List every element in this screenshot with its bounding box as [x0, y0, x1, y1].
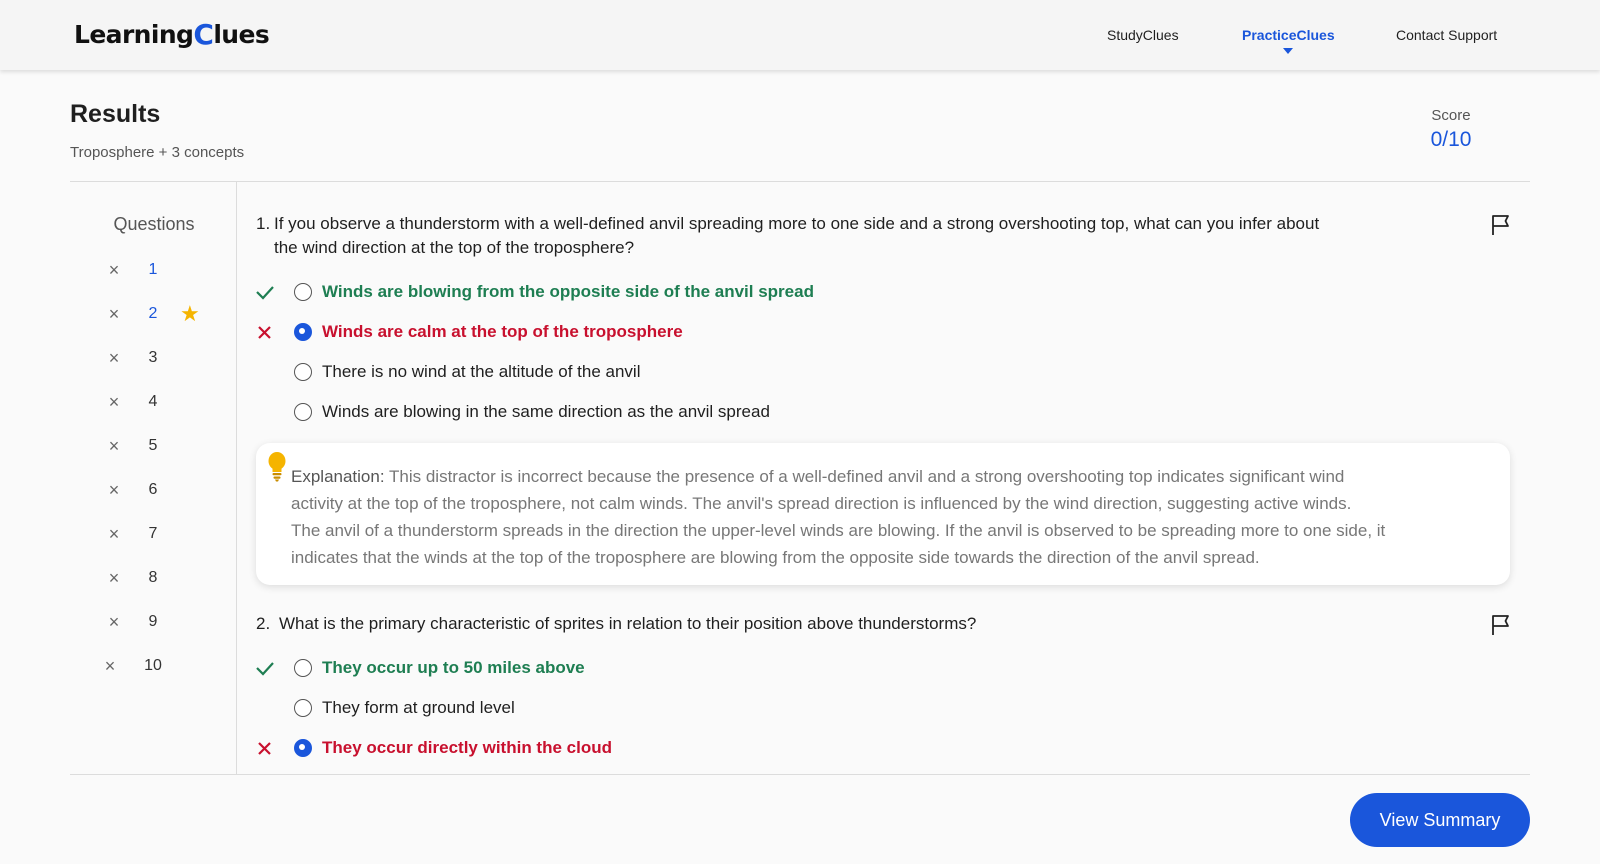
sidebar-question-7[interactable] — [100, 522, 210, 546]
incorrect-x-icon: × — [108, 568, 120, 588]
sidebar-divider — [236, 182, 237, 774]
question-number[interactable]: 9 — [148, 613, 158, 630]
question-number-label: 2. — [256, 614, 271, 633]
explanation-label: Explanation: — [291, 467, 385, 486]
option-label: There is no wind at the altitude of the anvil — [322, 362, 641, 381]
explanation-line-3: The anvil of a thunderstorm spreads in the direction the upper-level winds are blowing. If the anvil is observed to be spreading more to one side, it — [291, 521, 1386, 540]
question-number[interactable]: 4 — [148, 393, 158, 410]
score-value: 0/10 — [1430, 128, 1472, 151]
logo-text-suffix: lues — [213, 20, 270, 49]
sidebar-question-4[interactable] — [100, 390, 210, 414]
question-number[interactable]: 5 — [148, 437, 158, 454]
divider-top — [70, 181, 1530, 182]
explanation-text — [291, 463, 1491, 571]
incorrect-x-icon: × — [108, 480, 120, 500]
option-label: They occur up to 50 miles above — [322, 658, 585, 677]
logo-text-prefix: Learning — [74, 20, 194, 49]
flag-icon[interactable] — [1490, 214, 1512, 236]
sidebar-question-5[interactable] — [100, 434, 210, 458]
top-navigation-bar — [0, 0, 1600, 70]
incorrect-x-icon: × — [108, 612, 120, 632]
sidebar-question-9[interactable] — [100, 610, 210, 634]
quiz-topic-subtitle: Troposphere + 3 concepts — [70, 144, 245, 161]
incorrect-x-icon: × — [108, 524, 120, 544]
sidebar-question-3[interactable] — [100, 346, 210, 370]
explanation-line-1: This distractor is incorrect because the presence of a well-defined anvil and a strong overshooting top indicates significant wind — [389, 467, 1345, 486]
star-icon[interactable]: ★ — [180, 301, 200, 326]
active-caret-icon — [1283, 48, 1293, 54]
radio-button[interactable] — [294, 403, 312, 421]
radio-button[interactable] — [294, 659, 312, 677]
logo-c-glyph: C — [193, 18, 214, 51]
incorrect-x-icon: × — [108, 348, 120, 368]
radio-button-selected[interactable] — [294, 323, 312, 341]
incorrect-x-icon: × — [108, 260, 120, 280]
question-number[interactable]: 6 — [148, 481, 158, 498]
explanation-line — [291, 463, 1491, 490]
nav-contact-support[interactable]: Contact Support — [1396, 27, 1498, 43]
view-summary-button[interactable]: View Summary — [1350, 793, 1530, 847]
questions-heading: Questions — [113, 214, 195, 234]
score-label: Score — [1431, 107, 1471, 124]
explanation-card — [256, 443, 1510, 585]
radio-button[interactable] — [294, 283, 312, 301]
question-number[interactable]: 8 — [148, 569, 158, 586]
option-label: They occur directly within the cloud — [322, 738, 612, 757]
wrong-x-icon — [254, 320, 276, 344]
question-number[interactable]: 2 — [148, 305, 158, 322]
nav-practiceclues[interactable]: PracticeClues — [1242, 27, 1335, 43]
question-text-line-1: What is the primary characteristic of sprites in relation to their position above thunderstorms? — [279, 614, 977, 633]
incorrect-x-icon: × — [108, 436, 120, 456]
radio-button[interactable] — [294, 363, 312, 381]
check-icon — [254, 656, 276, 680]
option-label: They form at ground level — [322, 698, 515, 717]
check-icon — [254, 280, 276, 304]
question-2 — [256, 612, 1456, 638]
sidebar-question-10[interactable] — [96, 654, 206, 678]
nav-studyclues[interactable]: StudyClues — [1107, 27, 1179, 43]
question-number[interactable]: 3 — [148, 349, 158, 366]
explanation-line-2: activity at the top of the troposphere, not calm winds. The anvil's spread direction is influenced by the wind direction, suggesting active winds. — [291, 494, 1352, 513]
wrong-x-icon — [254, 736, 276, 760]
explanation-line-4: indicates that the winds at the top of the troposphere are blowing from the opposite side towards the direction of the anvil spread. — [291, 548, 1260, 567]
divider-bottom — [70, 774, 1530, 775]
option-label: Winds are calm at the top of the troposphere — [322, 322, 683, 341]
incorrect-x-icon: × — [108, 304, 120, 324]
question-text-line-1: If you observe a thunderstorm with a well-defined anvil spreading more to one side and a strong overshooting top, what can you infer about — [274, 214, 1320, 233]
sidebar-question-8[interactable] — [100, 566, 210, 590]
question-number[interactable]: 7 — [148, 525, 158, 542]
question-number[interactable]: 1 — [148, 261, 158, 278]
radio-button[interactable] — [294, 699, 312, 717]
flag-icon[interactable] — [1490, 614, 1512, 636]
question-text-line-2: the wind direction at the top of the troposphere? — [274, 238, 635, 257]
sidebar-question-1[interactable] — [100, 258, 210, 282]
sidebar-question-6[interactable] — [100, 478, 210, 502]
learningclues-logo[interactable] — [74, 18, 269, 51]
incorrect-x-icon: × — [108, 392, 120, 412]
question-1 — [256, 212, 1456, 262]
lightbulb-icon — [266, 451, 288, 483]
sidebar-question-2[interactable] — [100, 302, 210, 326]
option-label: Winds are blowing in the same direction as the anvil spread — [322, 402, 770, 421]
option-label: Winds are blowing from the opposite side of the anvil spread — [322, 282, 814, 301]
question-number[interactable]: 10 — [144, 657, 162, 674]
page-title: Results — [70, 100, 161, 128]
question-number-label: 1. — [256, 214, 271, 233]
radio-button-selected[interactable] — [294, 739, 312, 757]
incorrect-x-icon: × — [104, 656, 116, 676]
